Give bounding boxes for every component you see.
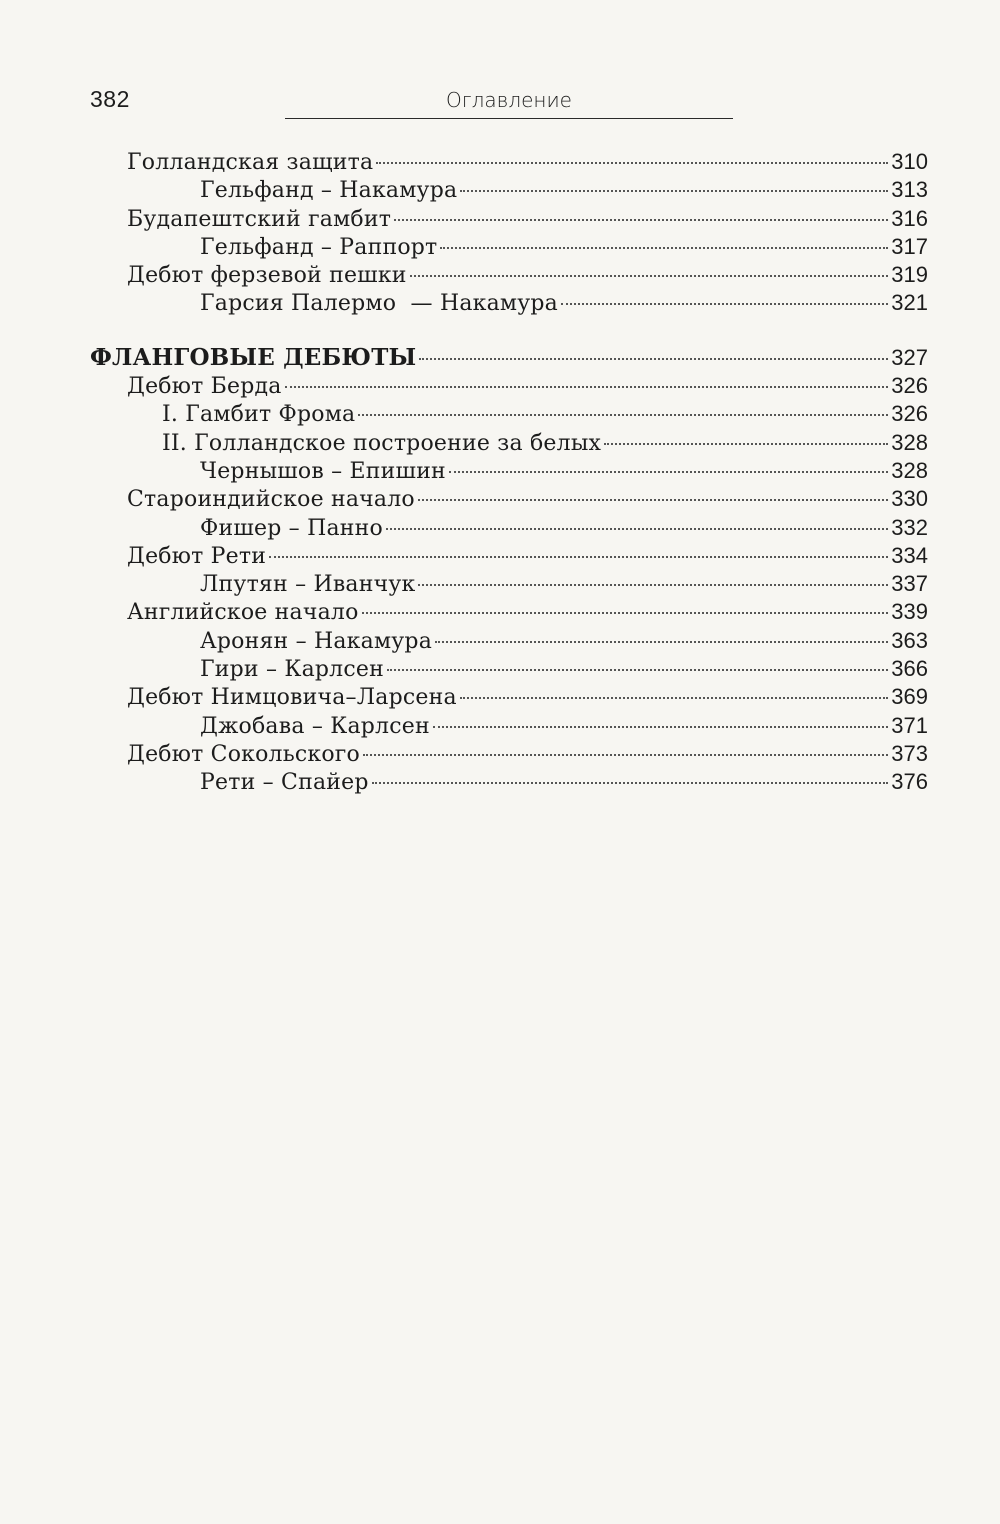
section-page: 327 <box>891 344 928 370</box>
toc-entry-title: Дебют ферзевой пешки <box>127 263 407 289</box>
dot-leader <box>440 247 888 249</box>
toc-entry-title: Гири – Карлсен <box>200 657 384 683</box>
toc-entry[interactable] <box>90 289 928 317</box>
toc-entry[interactable] <box>90 683 928 711</box>
toc-entry[interactable] <box>90 570 928 598</box>
dot-leader <box>376 162 888 164</box>
dot-leader <box>285 386 889 388</box>
toc-entry-page: 371 <box>891 712 928 738</box>
toc-entry[interactable] <box>90 233 928 261</box>
toc-entry-title: Дебют Рети <box>127 543 267 569</box>
toc-entry-page: 328 <box>891 457 928 483</box>
toc-entry-title: Дебют Берда <box>127 374 282 400</box>
toc-entry-page: 337 <box>891 571 928 597</box>
dot-leader <box>410 275 889 277</box>
toc-entry-title: Староиндийское начало <box>127 487 415 513</box>
toc-entry-page: 317 <box>891 233 928 259</box>
toc-entry[interactable] <box>90 655 928 683</box>
toc-entry-title: Гарсия Палермо — Накамура <box>200 291 558 317</box>
toc-entry[interactable] <box>90 514 928 542</box>
toc-entry[interactable] <box>90 485 928 513</box>
toc-entry[interactable] <box>90 205 928 233</box>
toc-entry-title: Рети – Спайер <box>200 770 369 796</box>
header-rule <box>285 118 733 119</box>
toc-entry-title: Чернышов – Епишин <box>200 458 446 484</box>
dot-leader <box>604 443 888 445</box>
toc-entry-page: 310 <box>891 149 928 174</box>
section-title: ФЛАНГОВЫЕ ДЕБЮТЫ <box>90 343 417 371</box>
toc-entry-title: Дебют Нимцовича–Ларсена <box>127 685 457 711</box>
toc-entry-page: 376 <box>891 769 928 795</box>
page-header <box>0 0 1000 130</box>
toc-entry-title: Фишер – Панно <box>200 515 383 541</box>
dot-leader <box>394 219 888 221</box>
toc-entry-title: Английское начало <box>127 600 359 626</box>
toc-entry[interactable] <box>90 176 928 204</box>
dot-leader <box>435 641 888 643</box>
toc-entry-page: 328 <box>891 429 928 455</box>
toc-entry-page: 373 <box>891 740 928 766</box>
toc-entry[interactable] <box>90 400 928 428</box>
toc-section-heading[interactable] <box>90 344 928 372</box>
toc-entry[interactable] <box>90 372 928 400</box>
dot-leader <box>362 612 889 614</box>
toc-entry-title: Гельфанд – Раппорт <box>200 234 438 260</box>
toc-entry-page: 363 <box>891 627 928 653</box>
toc-entry[interactable] <box>90 740 928 768</box>
toc-entry-title: II. Голландское построение за белых <box>162 430 602 456</box>
dot-leader <box>387 669 888 671</box>
dot-leader <box>358 414 888 416</box>
dot-leader <box>433 726 888 728</box>
dot-leader <box>419 358 888 360</box>
toc-entry-page: 313 <box>891 177 928 203</box>
toc-entry[interactable] <box>90 712 928 740</box>
toc-entry-page: 339 <box>891 599 928 625</box>
toc-entry-title: Будапештский гамбит <box>127 206 392 232</box>
toc-entry-page: 330 <box>891 486 928 512</box>
dot-leader <box>418 499 888 501</box>
toc-entry-title: Аронян – Накамура <box>200 628 433 654</box>
dot-leader <box>363 754 888 756</box>
table-of-contents <box>90 148 928 797</box>
toc-entry-page: 326 <box>891 373 928 399</box>
dot-leader <box>386 528 888 530</box>
toc-entry-page: 366 <box>891 656 928 682</box>
toc-entry[interactable] <box>90 261 928 289</box>
dot-leader <box>418 584 888 586</box>
toc-entry-title: Лпутян – Иванчук <box>200 572 416 598</box>
toc-entry[interactable] <box>90 768 928 796</box>
toc-entry[interactable] <box>90 598 928 626</box>
toc-entry[interactable] <box>90 429 928 457</box>
toc-entry[interactable] <box>90 627 928 655</box>
toc-entry[interactable] <box>90 542 928 570</box>
toc-entry-page: 316 <box>891 205 928 231</box>
toc-entry-title: Гельфанд – Накамура <box>200 178 458 204</box>
toc-entry[interactable] <box>90 148 928 176</box>
toc-entry-title: Дебют Сокольского <box>127 741 360 767</box>
toc-entry-page: 326 <box>891 401 928 427</box>
dot-leader <box>561 303 888 305</box>
dot-leader <box>269 556 888 558</box>
toc-entry-page: 321 <box>891 290 928 316</box>
dot-leader <box>449 471 888 473</box>
dot-leader <box>460 697 888 699</box>
toc-entry[interactable] <box>90 457 928 485</box>
page-number: 382 <box>90 86 130 112</box>
running-title: Оглавление <box>446 88 572 112</box>
toc-entry-page: 334 <box>891 542 928 568</box>
toc-entry-page: 319 <box>891 262 928 288</box>
dot-leader <box>372 782 889 784</box>
toc-entry-page: 332 <box>891 514 928 540</box>
toc-entry-title: Голландская защита <box>127 150 374 175</box>
toc-entry-page: 369 <box>891 684 928 710</box>
toc-entry-title: Джобава – Карлсен <box>200 713 430 739</box>
toc-entry-title: I. Гамбит Фрома <box>162 402 356 428</box>
dot-leader <box>460 190 888 192</box>
